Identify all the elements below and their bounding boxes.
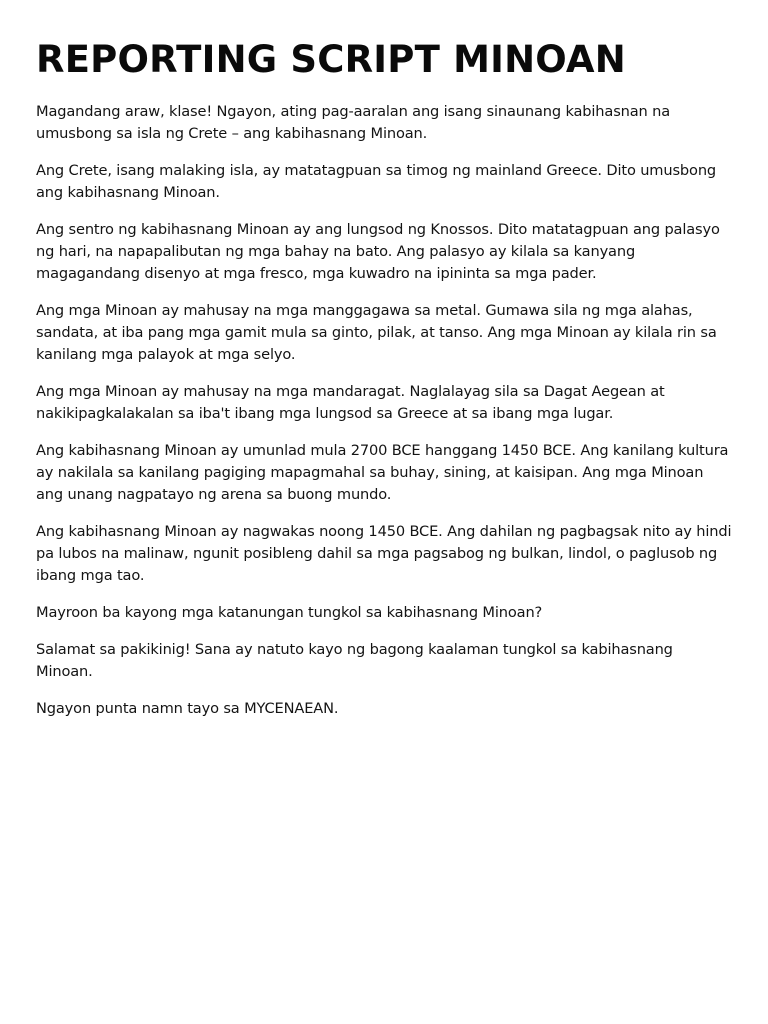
paragraph-questions: Mayroon ba kayong mga katanungan tungkol sa kabihasnang Minoan?: [36, 604, 543, 622]
paragraph-crete: Ang Crete, isang malaking isla, ay matatagpuan sa timog ng mainland Greece. Dito umusbong ang kabihasnang Minoan.: [36, 161, 717, 202]
paragraph-seafaring: Ang mga Minoan ay mahusay na mga mandaragat. Naglalayag sila sa Dagat Aegean at nakikipagkalakalan sa iba't ibang mga lungsod sa Greece at sa ibang mga lugar.: [36, 383, 665, 423]
paragraph-knossos: Ang sentro ng kabihasnang Minoan ay ang lungsod ng Knossos. Dito matatagpuan ang palasyo ng hari, na napapalibutan ng mga bahay na bato. Ang palasyo ay kilala sa kanyang magagandang disenyo at mga fresco, mga kuwadro na ipininta sa mga pader.: [36, 220, 720, 283]
paragraph-metalwork: Ang mga Minoan ay mahusay na mga manggagawa sa metal. Gumawa sila ng mga alahas, sandata, at iba pang mga gamit mula sa ginto, pilak, at tanso. Ang mga Minoan ay kilala rin sa kanilang mga palayok at mga selyo.: [36, 301, 717, 364]
paragraph-decline: Ang kabihasnang Minoan ay nagwakas noong 1450 BCE. Ang dahilan ng pagbagsak nito ay hindi pa lubos na malinaw, ngunit posibleng dahil sa mga pagsabog ng bulkan, lindol, o paglusob ng ibang mga tao.: [36, 523, 732, 585]
document-title: REPORTING SCRIPT MINOAN: [36, 38, 626, 81]
paragraph-timeline: Ang kabihasnang Minoan ay umunlad mula 2700 BCE hanggang 1450 BCE. Ang kanilang kultura ay nakilala sa kanilang pagiging mapagmahal sa buhay, sining, at kaisipan. Ang mga Minoan ang unang nagpatayo ng arena sa buong mundo.: [36, 441, 729, 504]
paragraph-next-topic: Ngayon punta namn tayo sa MYCENAEAN.: [36, 699, 339, 717]
paragraph-greeting: Magandang araw, klase! Ngayon, ating pag-aaralan ang isang sinaunang kabihasnan na umusbong sa isla ng Crete – ang kabihasnang Minoan.: [36, 103, 671, 143]
document-body: [36, 101, 732, 720]
paragraph-thanks: Salamat sa pakikinig! Sana ay natuto kayo ng bagong kaalaman tungkol sa kabihasnang Minoan.: [36, 640, 673, 681]
